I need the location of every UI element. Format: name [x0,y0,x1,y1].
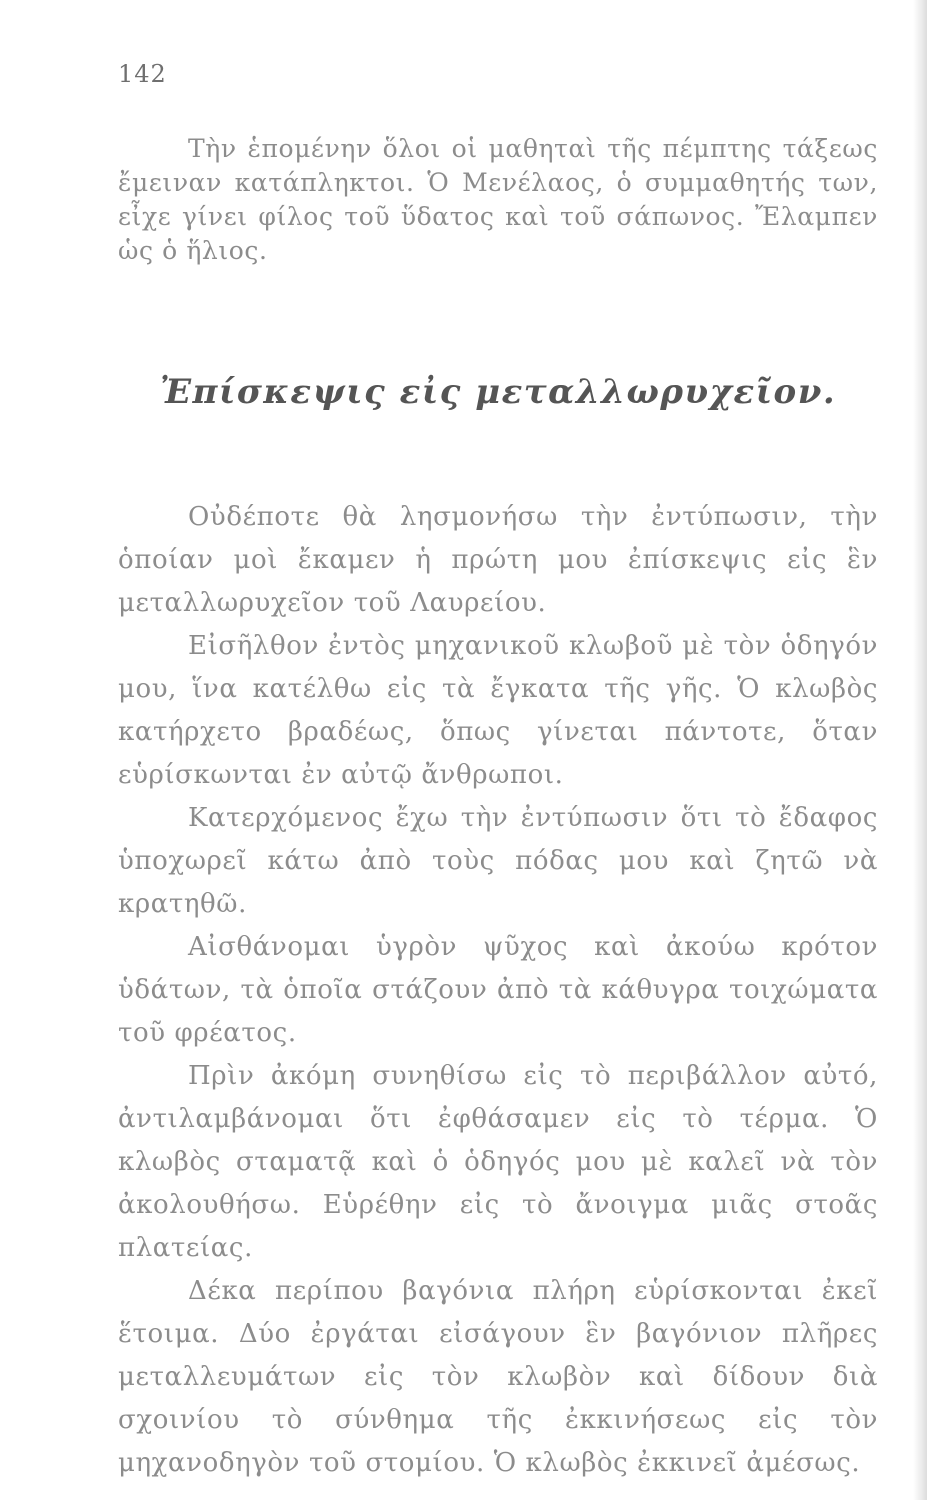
paragraph: Κατερχόμενος ἔχω τὴν ἐντύπωσιν ὅτι τὸ ἔδαφος ὑποχωρεῖ κάτω ἀπὸ τοὺς πόδας μου καὶ ζητῶ νὰ κρατηθῶ. [118,803,878,919]
paragraph: Δέκα περίπου βαγόνια πλήρη εὑρίσκονται ἐκεῖ ἕτοιμα. Δύο ἐργάται εἰσάγουν ἓν βαγόνιον πλῆρες μεταλλευμάτων εἰς τὸν κλωβὸν καὶ δίδουν διὰ σχοινίου τὸ σύνθημα τῆς ἐκκινήσεως εἰς τὸν μηχανοδηγὸν τοῦ στομίου. Ὁ κλωβὸς ἐκκινεῖ ἀμέσως. [118,1276,878,1478]
paragraph: Αἰσθάνομαι ὑγρὸν ψῦχος καὶ ἀκούω κρότον ὑδάτων, τὰ ὁποῖα στάζουν ἀπὸ τὰ κάθυγρα τοιχώματα τοῦ φρέατος. [118,932,878,1048]
section-body [118,496,878,1485]
section-heading: Ἐπίσκεψις εἰς μεταλλωρυχεῖον. [159,372,837,412]
book-page [118,60,878,1485]
page-number: 142 [118,60,167,88]
intro-paragraph: Τὴν ἑπομένην ὅλοι οἱ μαθηταὶ τῆς πέμπτης τάξεως ἔμειναν κατάπληκτοι. Ὁ Μενέλαος, ὁ συμμαθητής των, εἶχε γίνει φίλος τοῦ ὕδατος καὶ τοῦ σάπωνος. Ἔλαμπεν ὡς ὁ ἥλιος. [118,134,878,265]
paragraph: Εἰσῆλθον ἐντὸς μηχανικοῦ κλωβοῦ μὲ τὸν ὁδηγόν μου, ἵνα κατέλθω εἰς τὰ ἔγκατα τῆς γῆς. Ὁ κλωβὸς κατήρχετο βραδέως, ὅπως γίνεται πάντοτε, ὅταν εὑρίσκωνται ἐν αὐτῷ ἄνθρωποι. [118,631,878,790]
page-edge-shadow [913,0,927,1500]
paragraph: Οὐδέποτε θὰ λησμονήσω τὴν ἐντύπωσιν, τὴν ὁποίαν μοὶ ἔκαμεν ἡ πρώτη μου ἐπίσκεψις εἰς ἓν μεταλλωρυχεῖον τοῦ Λαυρείου. [118,502,878,618]
paragraph: Πρὶν ἀκόμη συνηθίσω εἰς τὸ περιβάλλον αὐτό, ἀντιλαμβάνομαι ὅτι ἐφθάσαμεν εἰς τὸ τέρμα. Ὁ κλωβὸς σταματᾷ καὶ ὁ ὁδηγός μου μὲ καλεῖ νὰ τὸν ἀκολουθήσω. Εὑρέθην εἰς τὸ ἄνοιγμα μιᾶς στοᾶς πλατείας. [118,1061,878,1263]
